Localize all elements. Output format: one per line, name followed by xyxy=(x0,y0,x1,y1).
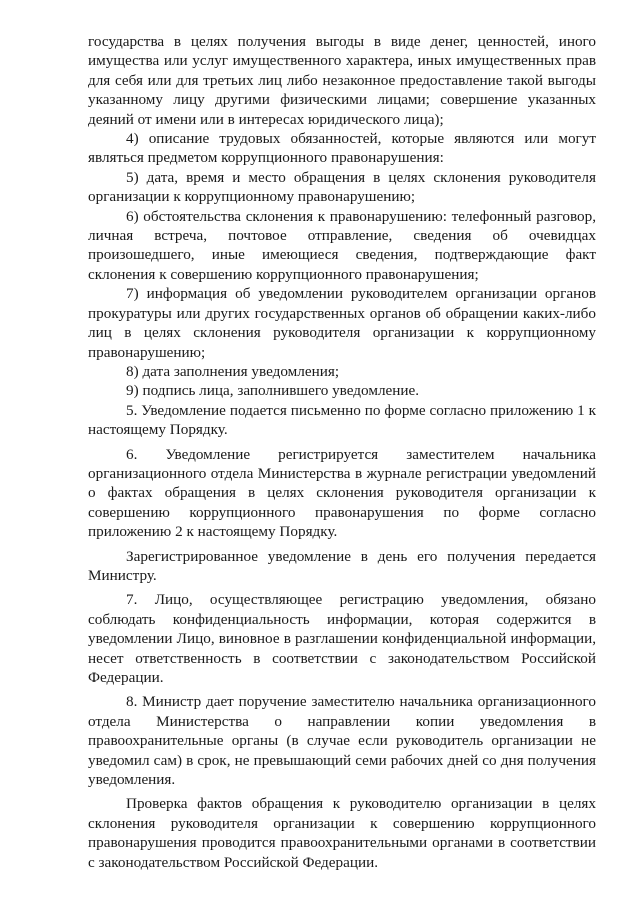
paragraph-registered-notice: Зарегистрированное уведомление в день его получения передается Министру. xyxy=(88,547,596,584)
document-page xyxy=(88,32,596,872)
paragraph-section-8: 8. Министр дает поручение заместителю начальника организационного отдела Министерства о направлении копии уведомления в правоохранительные органы (в случае если руководитель организации не уведомил сам) в срок, не превышающий семи рабочих дней со дня получения уведомления. xyxy=(88,693,596,789)
paragraph-item-6: 6) обстоятельства склонения к правонарушению: телефонный разговор, личная встреча, почтовое отправление, сведения об очевидцах произошедшего, иные имеющиеся сведения, подтверждающие факт склонения к совершению коррупционного правонарушения; xyxy=(88,207,596,283)
paragraph-continuation: государства в целях получения выгоды в виде денег, ценностей, иного имущества или услуг имущественного характера, иных имущественных прав для себя или для третьих лиц либо незаконное предоставление такой выгоды указанному лицу другими физическими лицами; совершение указанных деяний от имени или в интересах юридического лица); xyxy=(88,33,596,128)
paragraph-item-4: 4) описание трудовых обязанностей, которые являются или могут являться предметом коррупционного правонарушения: xyxy=(88,130,596,167)
paragraph-section-6: 6. Уведомление регистрируется заместителем начальника организационного отдела Министерства в журнале регистрации уведомлений о фактах обращения в целях склонения руководителя организации к совершению коррупционного правонарушения по форме согласно приложению 2 к настоящему Порядку. xyxy=(88,445,596,541)
paragraph-item-9: 9) подпись лица, заполнившего уведомление. xyxy=(126,382,420,400)
paragraph-section-7: 7. Лицо, осуществляющее регистрацию уведомления, обязано соблюдать конфиденциальность информации, которая содержится в уведомлении Лицо, виновное в разглашении конфиденциальной информации, несет ответственность в соответствии с законодательством Российской Федерации. xyxy=(88,591,596,686)
paragraph-section-5: 5. Уведомление подается письменно по форме согласно приложению 1 к настоящему Порядку. xyxy=(88,401,596,439)
paragraph-verification: Проверка фактов обращения к руководителю организации в целях склонения руководителя организации к совершению коррупционного правонарушения проводится правоохранительными органами в соответствии с законодательством Российской Федерации. xyxy=(88,795,596,871)
paragraph-item-5: 5) дата, время и место обращения в целях склонения руководителя организации к коррупционному правонарушению; xyxy=(88,168,596,206)
paragraph-item-7: 7) информация об уведомлении руководителем организации органов прокуратуры или других государственных органов об обращении каких-либо лиц в целях склонения руководителя организации к коррупционному правонарушению; xyxy=(88,285,596,361)
paragraph-item-8: 8) дата заполнения уведомления; xyxy=(126,362,340,380)
